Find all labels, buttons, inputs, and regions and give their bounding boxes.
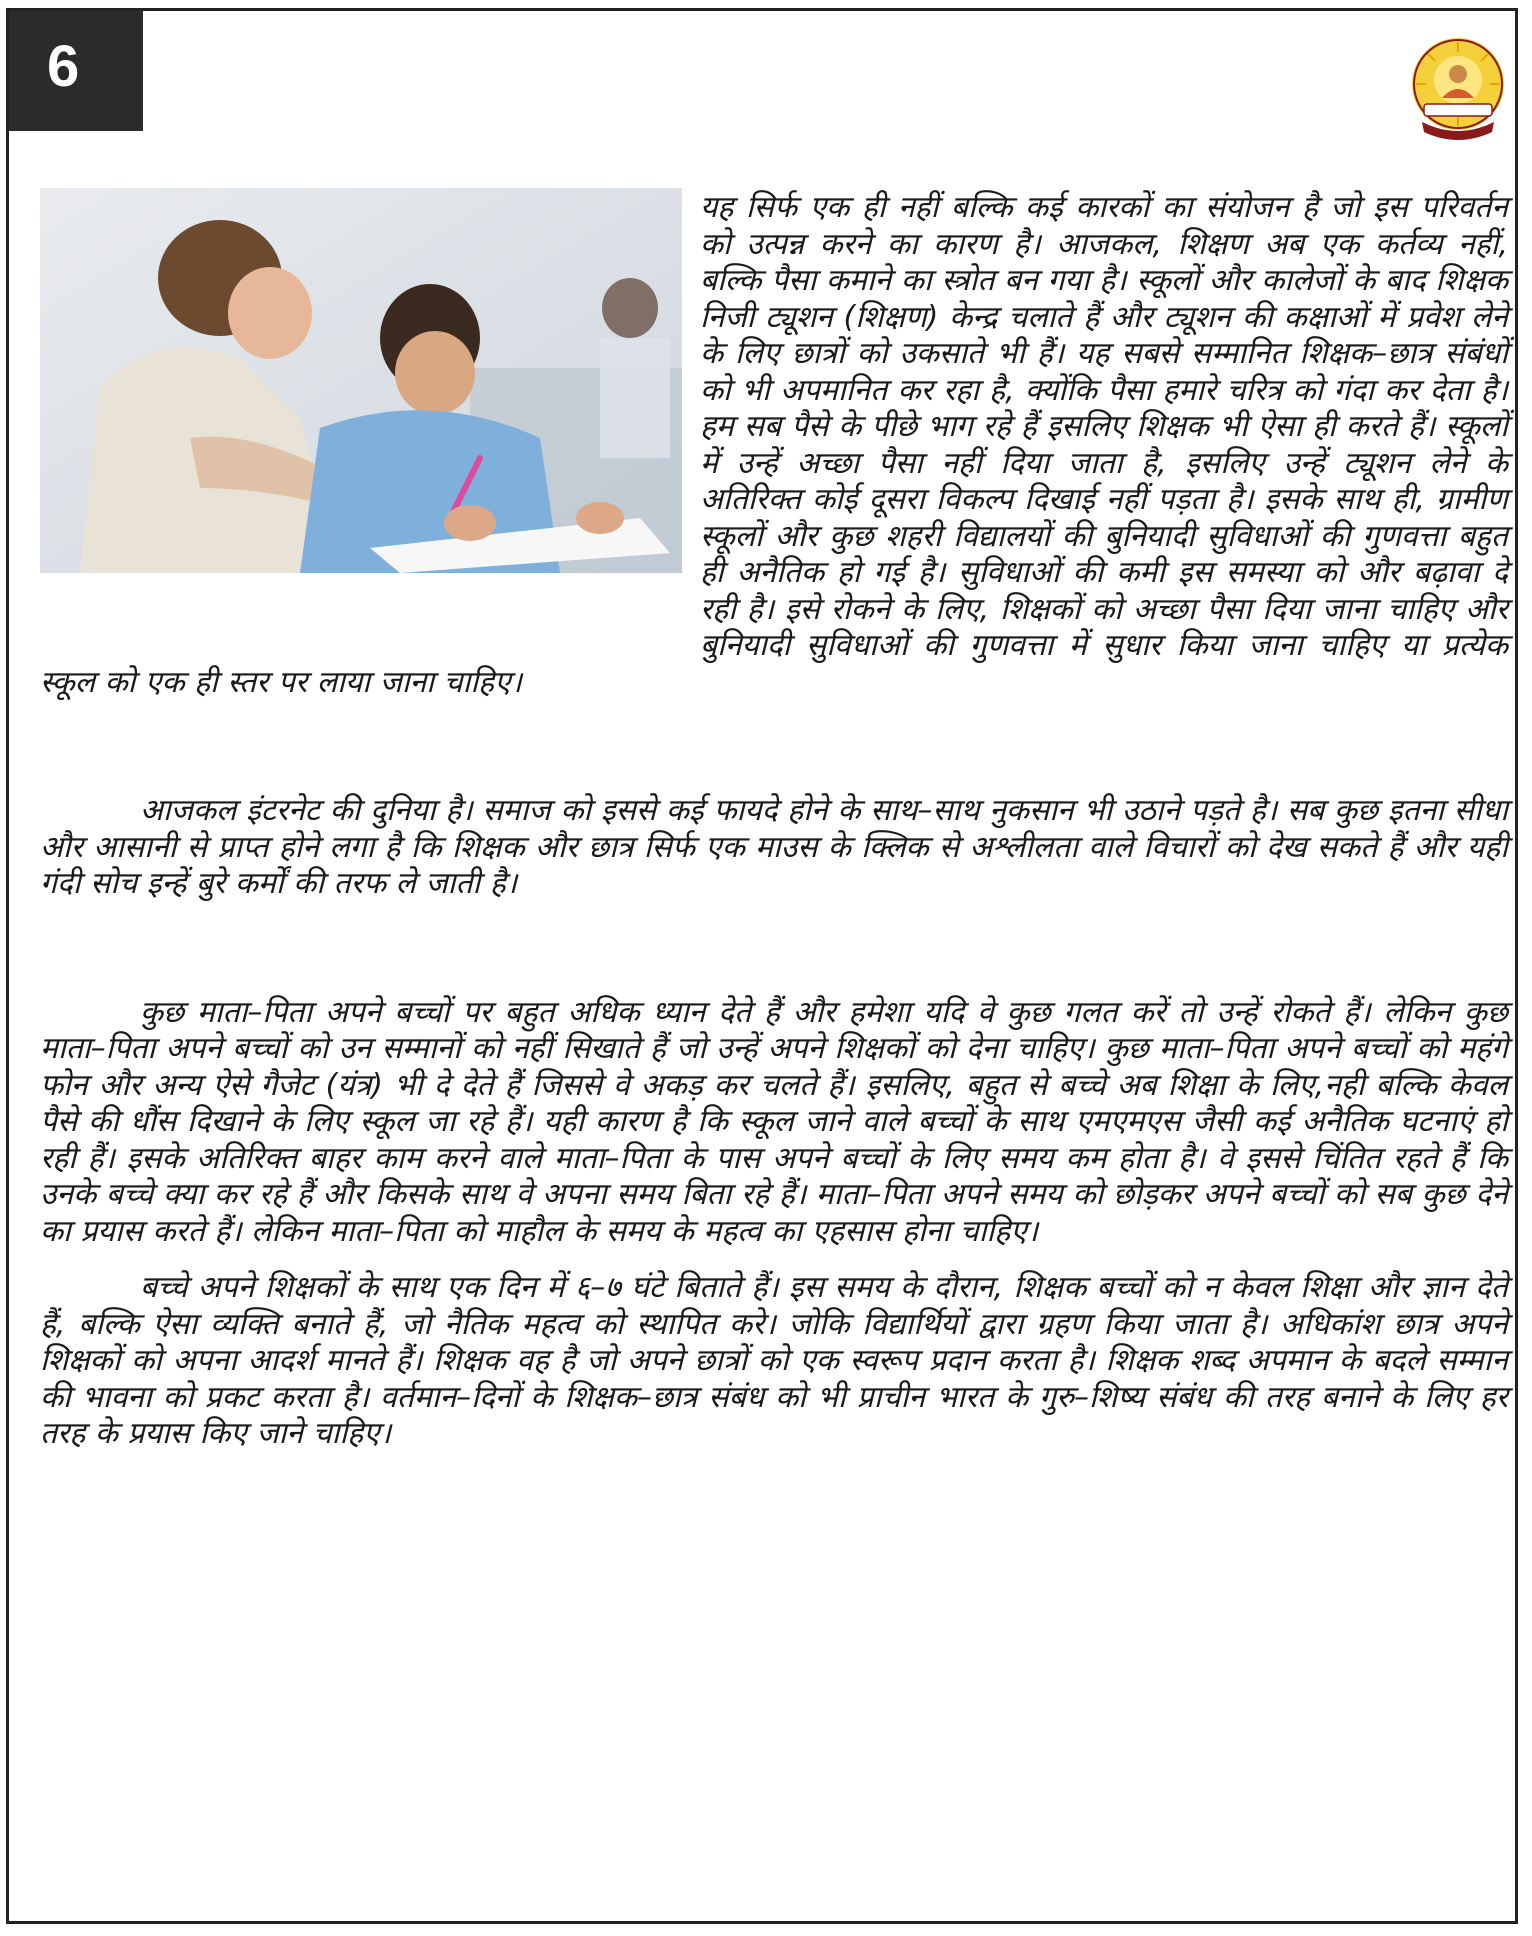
photo-wrap-spacer [40,190,700,640]
page-number: 6 [9,11,143,131]
sanchay-prabhat-logo [1404,36,1512,146]
paragraph-1: यह सिर्फ एक ही नहीं बल्कि कई कारकों का संयोजन है जो इस परिवर्तन को उत्पन्न करने का कारण है। आजकल, शिक्षण अब एक कर्तव्य नहीं, बल्कि पैसा कमाने का स्त्रोत बन गया है। स्कूलों और कालेजों के बाद शिक्षक निजी ट्यूशन (शिक्षण) केन्द्र चलाते हैं और ट्यूशन की कक्षाओं में प्रवेश लेने के लिए छात्रों को उकसाते भी हैं। यह सबसे सम्मानित शिक्षक–छात्र संबंधों को भी अपमानित कर रहा है, क्योंकि पैसा हमारे चरित्र को गंदा कर देता है। हम सब पैसे के पीछे भाग रहे हैं इसलिए शिक्षक भी ऐसा ही करते हैं। स्कूलों में उन्हें अच्छा पैसा नहीं दिया जाता है, इसलिए उन्हें ट्यूशन लेने के अतिरिक्त कोई दूसरा विकल्प दिखाई नहीं पड़ता है। इसके साथ ही, ग्रामीण स्कूलों और कुछ शहरी विद्यालयों की बुनियादी सुविधाओं की गुणवत्ता बहुत ही अनैतिक हो गई है। सुविधाओं की कमी इस समस्या को और बढ़ावा दे रही है। इसे रोकने के लिए, शिक्षकों को अच्छा पैसा दिया जाना चाहिए और बुनियादी सुविधाओं की गुणवत्ता में सुधार किया जाना चाहिए या प्रत्येक स्कूल को एक ही स्तर पर लाया जाना चाहिए। [40,190,1508,700]
paragraph-4: बच्चे अपने शिक्षकों के साथ एक दिन में ६–७ घंटे बिताते हैं। इस समय के दौरान, शिक्षक बच्चों को न केवल शिक्षा और ज्ञान देते हैं, बल्कि ऐसा व्यक्ति बनाते हैं, जो नैतिक महत्व को स्थापित करे। जोकि विद्यार्थियों द्वारा ग्रहण किया जाता है। अधिकांश छात्र अपने शिक्षकों को अपना आदर्श मानते हैं। शिक्षक वह है जो अपने छात्रों को एक स्वरूप प्रदान करता है। शिक्षक शब्द अपमान के बदले सम्मान की भावना को प्रकट करता है। वर्तमान–दिनों के शिक्षक–छात्र संबंध को भी प्राचीन भारत के गुरु–शिष्य संबंध की तरह बनाने के लिए हर तरह के प्रयास किए जाने चाहिए। [40,1270,1508,1451]
paragraph-2: आजकल इंटरनेट की दुनिया है। समाज को इससे कई फायदे होने के साथ–साथ नुकसान भी उठाने पड़ते है। सब कुछ इतना सीधा और आसानी से प्राप्त होने लगा है कि शिक्षक और छात्र सिर्फ एक माउस के क्लिक से अश्लीलता वाले विचारों को देख सकते हैं और यही गंदी सोच इन्हें बुरे कर्मों की तरफ ले जाती है। [40,793,1508,901]
article-body [40,190,1508,1453]
paragraph-3: कुछ माता–पिता अपने बच्चों पर बहुत अधिक ध्यान देते हैं और हमेशा यदि वे कुछ गलत करें तो उन्हें रोकते हैं। लेकिन कुछ माता–पिता अपने बच्चों को उन सम्मानों को नहीं सिखाते हैं जो उन्हें अपने शिक्षकों को देना चाहिए। कुछ माता–पिता अपने बच्चों को महंगे फोन और अन्य ऐसे गैजेट (यंत्र) भी दे देते हैं जिससे वे अकड़ कर चलते हैं। इसलिए, बहुत से बच्चे अब शिक्षा के लिए,नही बल्कि केवल पैसे की धौंस दिखाने के लिए स्कूल जा रहे हैं। यही कारण है कि स्कूल जाने वाले बच्चों के साथ एमएमएस जैसी कई अनैतिक घटनाएं हो रही हैं। इसके अतिरिक्त बाहर काम करने वाले माता–पिता के पास अपने बच्चों के लिए समय कम होता है। वे इससे चिंतित रहते हैं कि उनके बच्चे क्या कर रहे हैं और किसके साथ वे अपना समय बिता रहे हैं। माता–पिता अपने समय को छोड़कर अपने बच्चों को सब कुछ देने का प्रयास करते हैं। लेकिन माता–पिता को माहौल के समय के महत्व का एहसास होना चाहिए। [40,994,1508,1249]
sun-emblem-icon [1404,36,1512,146]
